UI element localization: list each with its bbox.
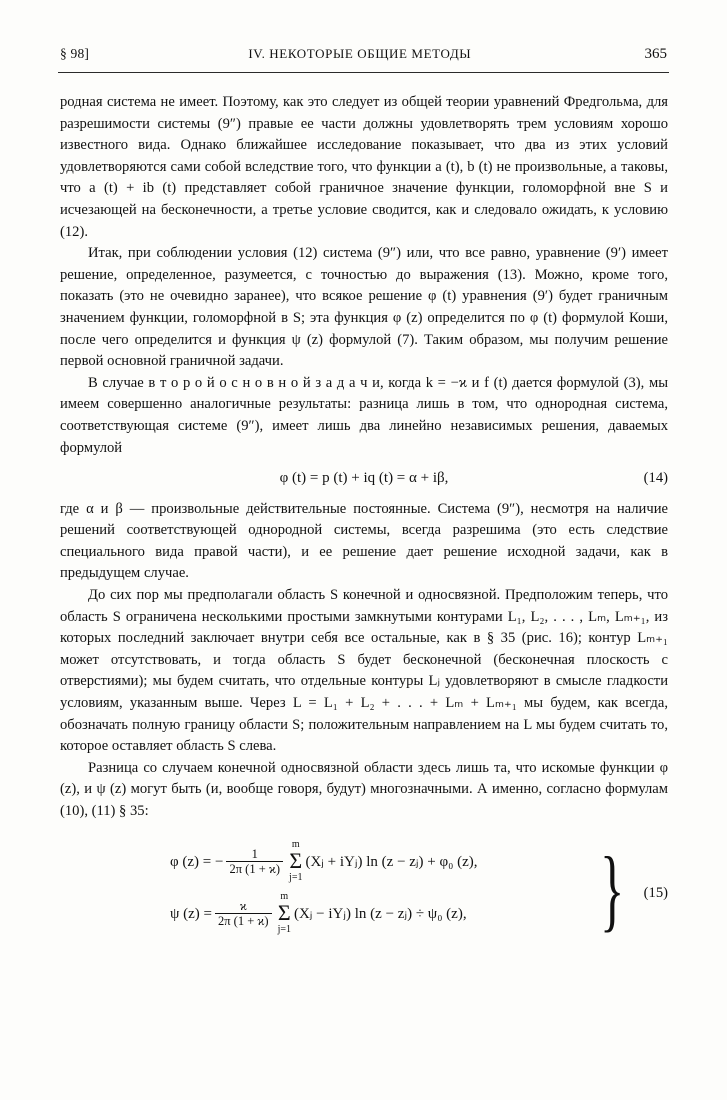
sigma-icon: Σ — [289, 848, 303, 874]
eq15-l1-summation — [289, 840, 302, 883]
equation-15-line-2 — [170, 889, 478, 941]
paragraph-3: В случае в т о р о й о с н о в н о й з а д а ч и, когда k = −ϰ и f (t) дается формулой (3), мы имеем совершенно аналогичные результаты: разница лишь в том, что однородная система, соответствующая системе (9″), имеет лишь два линейно независимых решения, даваемых формулой — [60, 374, 668, 456]
equation-14 — [60, 468, 668, 490]
equation-15-rows — [170, 837, 478, 941]
section-number: § 98] — [60, 46, 90, 61]
eq15-l1-denominator: 2π (1 + ϰ) — [226, 861, 283, 876]
equation-15-number: (15) — [643, 884, 668, 901]
eq15-l2-fraction — [215, 900, 272, 928]
eq15-l1-fraction — [226, 848, 283, 876]
eq15-l2-rhs: (Xⱼ − iYⱼ) ln (z − zⱼ) ÷ ψ₀ (z), — [293, 905, 467, 922]
eq15-l2-lhs: ψ (z) = — [170, 905, 212, 922]
eq15-l2-numerator: ϰ — [239, 898, 247, 913]
equation-14-body: φ (t) = p (t) + iq (t) = α + iβ, — [279, 470, 449, 487]
paragraph-2: Итак, при соблюдении условия (12) система (9″) или, что все равно, уравнение (9′) имеет решение, определенное, разумеется, с точностью до выражения (13). Можно, кроме того, показать (это не очевидно заранее), что всякое решение φ (t) уравнения (9′) будет граничным значением функции, голоморфной в S; эта функция φ (z) определится по φ (t) формулой Коши, после чего определится и функция ψ (z) формулой (7). Таким образом, мы получим решение первой основной граничной задачи. — [60, 245, 668, 370]
paragraph-4: где α и β — произвольные действительные постоянные. Система (9″), несмотря на наличие решений соответствующей однородной системы, всегда разрешима (это есть следствие специального вида правой части), и ее решение дает решение исходной задачи, как в предыдущем случае. — [60, 500, 668, 582]
equation-14-number: (14) — [643, 470, 668, 487]
eq15-l1-numerator: 1 — [251, 846, 258, 861]
paragraph-1: родная система не имеет. Поэтому, как это следует из общей теории уравнений Фредгольма, для разрешимости системы (9″) правые ее части должны удовлетворять трем условиям хорошо известного вида. Однако ближайшее исследование показывает, что два из этих условий удовлетворяются сами собой вследствие того, что функции a (t), b (t) не произвольные, а таковы, что a (t) + ib (t) представляет собой граничное значение функции, голоморфной вне S и исчезающей на бесконечности, а третье условие сводится, как и следовало ожидать, к условию (12). — [60, 94, 668, 240]
header-rule — [58, 72, 669, 73]
page-number: 365 — [644, 46, 667, 62]
equation-15-line-1 — [170, 837, 478, 889]
page-body — [60, 92, 668, 947]
eq15-l2-summation — [278, 892, 291, 935]
eq15-l2-sum-upper: m — [280, 891, 289, 903]
eq15-l1-lhs: φ (z) = − — [170, 853, 224, 870]
eq15-l1-rhs: (Xⱼ + iYⱼ) ln (z − zⱼ) + φ₀ (z), — [305, 853, 478, 870]
right-brace-icon: } — [600, 837, 625, 940]
paragraph-5: До сих пор мы предполагали область S конечной и односвязной. Предположим теперь, что область S ограничена несколькими простыми замкнутыми контурами L₁, L₂, . . . , Lₘ, Lₘ₊₁, из которых последний заключает внутри себя все остальные, как в § 35 (рис. 16); контур Lₘ₊₁ может отсутствовать, и тогда область S будет бесконечной (бесконечная плоскость с отверстиями); мы будем считать, что отдельные контуры Lⱼ удовлетворяют в смысле гладкости условиям, указанным выше. Через L = L₁ + L₂ + . . . + Lₘ + Lₘ₊₁ мы будем, как всегда, обозначать полную границу области S; положительным направлением на L мы будем считать то, которое оставляет область S слева. — [60, 587, 668, 755]
paragraph-6: Разница со случаем конечной односвязной области здесь лишь та, что искомые функции φ (z), и ψ (z) могут быть (и, вообще говоря, будут) многозначными. А именно, согласно формулам (10), (11) § 35: — [60, 759, 668, 819]
equation-15 — [60, 837, 668, 941]
eq15-l1-sum-upper: m — [291, 839, 300, 851]
running-title: IV. НЕКОТОРЫЕ ОБЩИЕ МЕТОДЫ — [248, 46, 472, 61]
page-header — [60, 46, 667, 68]
sigma-icon: Σ — [277, 900, 291, 926]
eq15-l1-sum-lower: j=1 — [289, 872, 303, 884]
eq15-l2-denominator: 2π (1 + ϰ) — [215, 913, 272, 928]
eq15-l2-sum-lower: j=1 — [277, 924, 291, 936]
